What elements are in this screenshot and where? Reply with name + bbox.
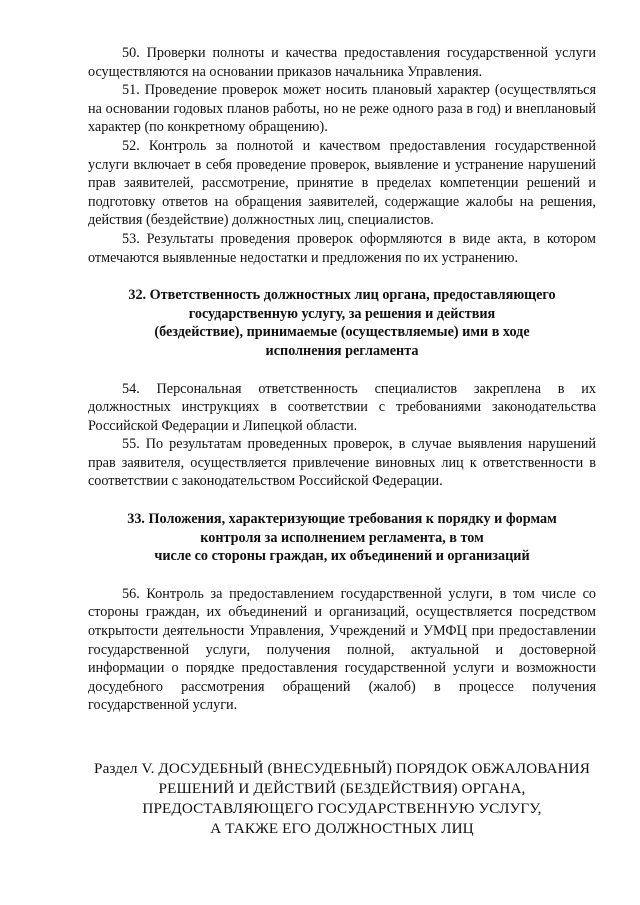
paragraph-56: 56. Контроль за предоставлением государственной услуги, в том числе со стороны граждан, их объединений и организаций, осуществляется посредством открытости деятельности Управления, Учреждений и УМФЦ при предоставлении государственной услуги, получения полной, актуальной и достоверной информации о порядке предоставления государственной услуги и возможности досудебного рассмотрения обращений (жалоб) в процессе получения государственной услуги. — [88, 585, 596, 714]
paragraph-53: 53. Результаты проведения проверок оформляются в виде акта, в котором отмечаются выявленные недостатки и предложения по их устранению. — [88, 230, 596, 266]
paragraph-50: 50. Проверки полноты и качества предоставления государственной услуги осуществляются на основании приказов начальника Управления. — [88, 45, 596, 80]
section-5-title-line: Раздел V. ДОСУДЕБНЫЙ (ВНЕСУДЕБНЫЙ) ПОРЯДОК ОБЖАЛОВАНИЯ — [94, 760, 590, 777]
spacer — [88, 491, 596, 510]
paragraph-55: 55. По результатам проведенных проверок, в случае выявления нарушений прав заявителя, осуществляется привлечение виновных лиц к ответственности в соответствии с законодательством Российской Федерации. — [88, 436, 596, 490]
paragraph-54: 54. Персональная ответственность специалистов закреплена в их должностных инструкциях в соответствии с требованиями законодательства Российской Федерации и Липецкой области. — [88, 380, 596, 434]
document-body — [88, 44, 596, 839]
section-5-title-line: А ТАКЖЕ ЕГО ДОЛЖНОСТНЫХ ЛИЦ — [210, 820, 474, 837]
heading-section-33 — [88, 510, 596, 566]
heading-32-line: (бездействие), принимаемые (осуществляемые) ими в ходе — [154, 324, 530, 341]
paragraph-51: 51. Проведение проверок может носить плановый характер (осуществляться на основании годовых планов работы, но не реже одного раза в год) и внеплановый характер (по конкретному обращению). — [88, 82, 596, 136]
heading-33-line: 33. Положения, характеризующие требования к порядку и формам — [127, 511, 557, 528]
paragraph-52: 52. Контроль за полнотой и качеством предоставления государственной услуги включает в себя проведение проверок, выявление и устранение нарушений прав заявителей, рассмотрение, принятие в пределах компетенции решений и подготовку ответов на обращения заявителей, содержащие жалобы на решения, действия (бездействие) должностных лиц, специалистов. — [88, 137, 596, 229]
section-5-title — [88, 759, 596, 839]
heading-32-line: 32. Ответственность должностных лиц органа, предоставляющего — [128, 287, 556, 304]
heading-32-line: исполнения регламента — [265, 342, 419, 359]
spacer — [88, 267, 596, 286]
heading-33-line: контроля за исполнением регламента, в том — [200, 529, 484, 546]
section-5-title-line: РЕШЕНИЙ И ДЕЙСТВИЙ (БЕЗДЕЙСТВИЯ) ОРГАНА, — [158, 780, 526, 797]
heading-section-32 — [88, 286, 596, 360]
heading-32-line: государственную услугу, за решения и действия — [188, 305, 496, 322]
spacer — [88, 361, 596, 380]
section-5-title-line: ПРЕДОСТАВЛЯЮЩЕГО ГОСУДАРСТВЕННУЮ УСЛУГУ, — [142, 800, 542, 817]
spacer — [88, 715, 596, 759]
heading-33-line: числе со стороны граждан, их объединений и организаций — [154, 548, 530, 565]
spacer — [88, 566, 596, 585]
